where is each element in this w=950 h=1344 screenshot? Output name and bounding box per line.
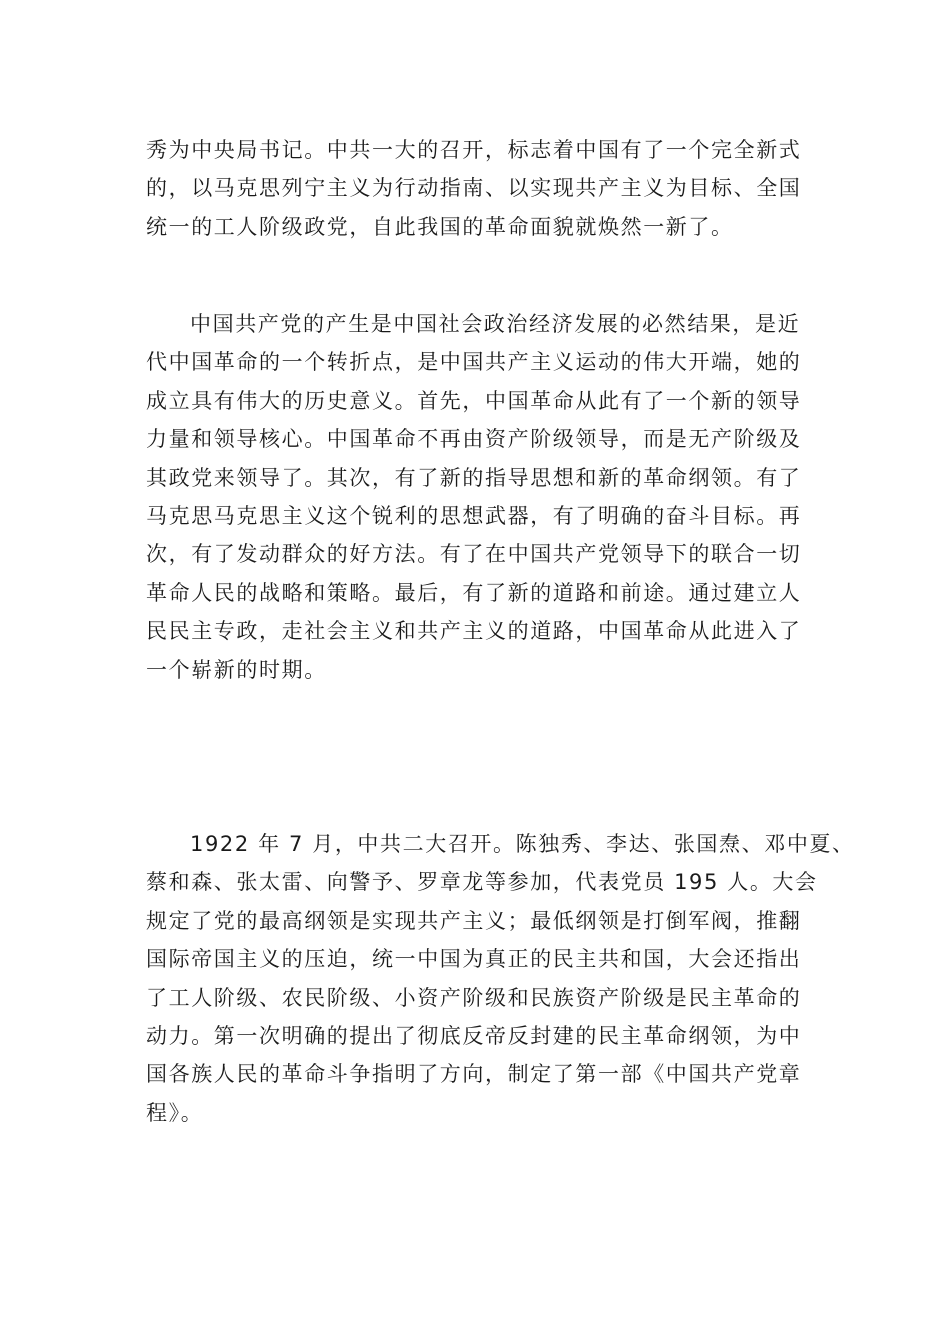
paragraph-line: 程》。: [146, 1100, 204, 1125]
paragraph-line: 次，有了发动群众的好方法。有了在中国共产党领导下的联合一切: [146, 542, 802, 567]
paragraph-line: 成立具有伟大的历史意义。首先，中国革命从此有了一个新的领导: [146, 388, 802, 413]
paragraph-line: 秀为中央局书记。中共一大的召开，标志着中国有了一个完全新式: [146, 138, 802, 162]
paragraph-3: [146, 825, 855, 1132]
paragraph-1: [146, 131, 806, 246]
paragraph-line: 革命人民的战略和策略。最后，有了新的道路和前途。通过建立人: [146, 580, 802, 605]
paragraph-line: 中国共产党的产生是中国社会政治经济发展的必然结果，是近: [190, 312, 801, 336]
paragraph-line: 统一的工人阶级政党，自此我国的革命面貌就焕然一新了。: [146, 214, 734, 239]
paragraph-line: 1922 年 7 月，中共二大召开。陈独秀、李达、张国焘、邓中夏、: [190, 832, 855, 856]
paragraph-2: [146, 305, 806, 689]
paragraph-line: 马克思马克思主义这个锐利的思想武器，有了明确的奋斗目标。再: [146, 504, 802, 529]
paragraph-line: 的，以马克思列宁主义为行动指南、以实现共产主义为目标、全国: [146, 176, 802, 201]
paragraph-line: 了工人阶级、农民阶级、小资产阶级和民族资产阶级是民主革命的: [146, 985, 802, 1010]
paragraph-line: 代中国革命的一个转折点，是中国共产主义运动的伟大开端，她的: [146, 350, 802, 375]
paragraph-line: 动力。第一次明确的提出了彻底反帝反封建的民主革命纲领，为中: [146, 1024, 802, 1049]
paragraph-line: 国际帝国主义的压迫，统一中国为真正的民主共和国，大会还指出: [146, 947, 802, 972]
paragraph-line: 力量和领导核心。中国革命不再由资产阶级领导，而是无产阶级及: [146, 427, 802, 452]
paragraph-line: 一个崭新的时期。: [146, 657, 327, 682]
paragraph-line: 蔡和森、张太雷、向警予、罗章龙等参加，代表党员 195 人。大会: [146, 870, 818, 895]
paragraph-line: 其政党来领导了。其次，有了新的指导思想和新的革命纲领。有了: [146, 465, 802, 490]
paragraph-line: 国各族人民的革命斗争指明了方向，制定了第一部《中国共产党章: [146, 1062, 802, 1087]
paragraph-line: 规定了党的最高纲领是实现共产主义；最低纲领是打倒军阀，推翻: [146, 908, 802, 933]
paragraph-line: 民民主专政，走社会主义和共产主义的道路，中国革命从此进入了: [146, 619, 802, 644]
